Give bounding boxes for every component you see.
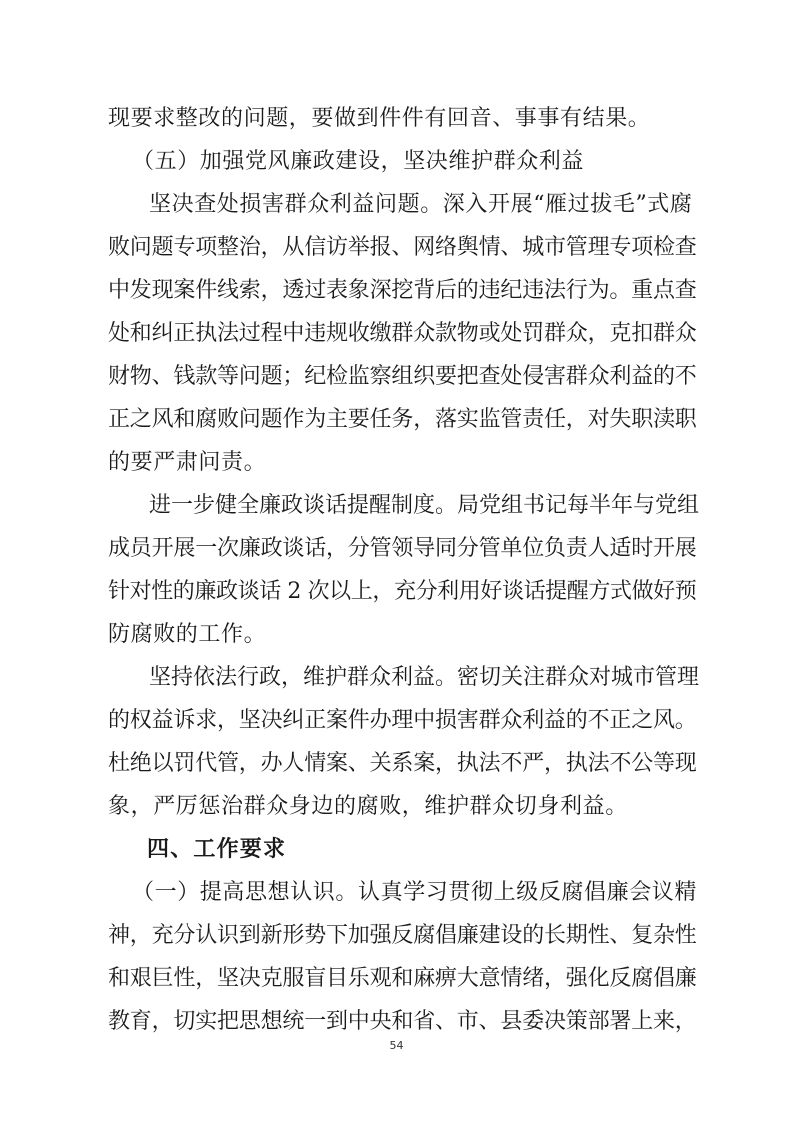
body-text-line: 败问题专项整治，从信访举报、网络舆情、城市管理专项检查 [108, 235, 697, 260]
section-heading: 四、工作要求 [147, 837, 287, 862]
body-text-line: 象，严厉惩治群众身边的腐败，维护群众切身利益。 [108, 794, 628, 819]
paragraph-first-line: 进一步健全廉政谈话提醒制度。局党组书记每半年与党组 [149, 493, 700, 518]
page-number: 54 [389, 1039, 404, 1052]
body-text-line: 成员开展一次廉政谈话，分管领导同分管单位负责人适时开展 [108, 536, 697, 561]
paragraph-first-line: 坚持依法行政，维护群众利益。密切关注群众对城市管理 [149, 665, 700, 690]
section-subheading: （五）加强党风廉政建设，坚决维护群众利益 [132, 149, 585, 174]
body-text-line: 杜绝以罚代管，办人情案、关系案，执法不严，执法不公等现 [108, 751, 697, 776]
body-text-line: 神，充分认识到新形势下加强反腐倡廉建设的长期性、复杂性 [108, 923, 697, 948]
body-text-line: 针对性的廉政谈话 2 次以上，充分利用好谈话提醒方式做好预 [108, 579, 697, 604]
body-text-line: 教育，切实把思想统一到中央和省、市、县委决策部署上来， [108, 1009, 697, 1034]
body-text-line: 防腐败的工作。 [108, 622, 267, 647]
body-text-line: 和艰巨性，坚决克服盲目乐观和麻痹大意情绪，强化反腐倡廉 [108, 966, 697, 991]
body-text-line: 现要求整改的问题，要做到件件有回音、事事有结果。 [108, 106, 651, 131]
body-text-line: 财物、钱款等问题；纪检监察组织要把查处侵害群众利益的不 [108, 364, 697, 389]
body-text-line: 中发现案件线索，透过表象深挖背后的违纪违法行为。重点查 [108, 278, 697, 303]
body-text-line: 正之风和腐败问题作为主要任务，落实监管责任，对失职渎职 [108, 407, 697, 432]
body-text-line: 的要严肃问责。 [108, 450, 267, 475]
body-text-line: 的权益诉求，坚决纠正案件办理中损害群众利益的不正之风。 [108, 708, 697, 733]
paragraph-first-line: （一）提高思想认识。认真学习贯彻上级反腐倡廉会议精 [132, 880, 698, 905]
body-text-line: 处和纠正执法过程中违规收缴群众款物或处罚群众，克扣群众 [108, 321, 697, 346]
paragraph-first-line: 坚决查处损害群众利益问题。深入开展“雁过拔毛”式腐 [149, 192, 693, 217]
